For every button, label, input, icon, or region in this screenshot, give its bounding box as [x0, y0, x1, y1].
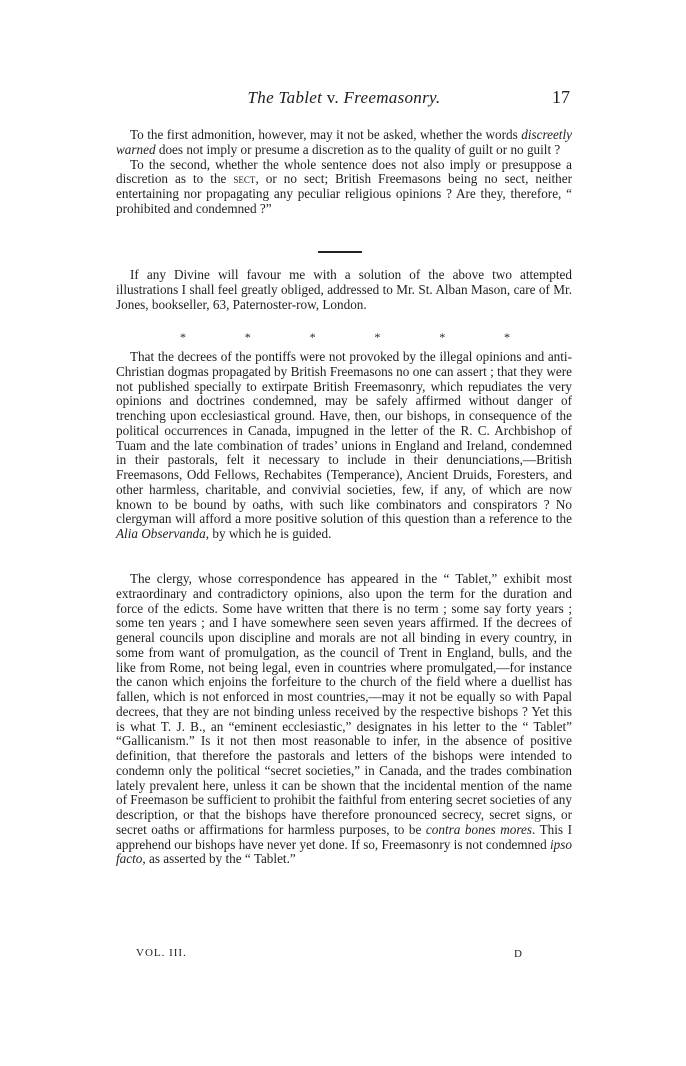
- section-divider: [318, 251, 362, 253]
- running-header: [116, 88, 572, 110]
- paragraph-decrees: [116, 350, 572, 542]
- asterisk: *: [503, 330, 510, 344]
- smallcaps-run: sect: [233, 171, 256, 187]
- running-title: [116, 88, 572, 108]
- signature-mark: D: [514, 948, 522, 960]
- asterisk: *: [244, 330, 251, 344]
- paragraph-clergy: [116, 572, 572, 867]
- asterism-row: [180, 330, 510, 345]
- italic-run: Alia Observanda: [116, 526, 206, 541]
- page-number: 17: [552, 87, 570, 107]
- text-run: , or no sect; British Freemasons being no sect, neither entertaining nor propagating any peculiar religious opinions ? Are they, therefore, “ prohibited and condemned ?”: [116, 171, 573, 216]
- section-decrees: [116, 350, 572, 542]
- section-clergy: [116, 572, 572, 867]
- running-title-freemasonry: Freemasonry.: [343, 88, 441, 107]
- italic-run: contra bones mores: [425, 821, 532, 837]
- section-request: [116, 268, 572, 312]
- asterisk: *: [309, 330, 316, 344]
- asterisk: *: [180, 330, 186, 344]
- text-run: The clergy, whose correspondence has appeared in the “ Tablet,” exhibit most extraordinary and contradictory opinions, also upon the term for the duration and force of the edicts. Some have written that there is no term ; some say forty years ; some ten years ; and I have somewhere seen seven years affirmed. If the decrees of general councils upon discipline and morals are not all binding in every country, in some from want of promulgation, as the council of Trent in England, bulls, and the like from Rome, not being legal, even in countries where promulgated,—for instance the canon which enjoins the forfeiture to the church of the field where a duellist has fallen, which is not enforced in most countries,—may it not be equally so with Papal decrees, that they are not binding unless received by the respective bishops ? Yet this is what T. J. B., an “eminent ecclesiastic,” designates in his letter to the “ Tablet” “Gallicanism.” Is it not then most reasonable to infer, in the absence of positive definition, that therefore the pastorals and letters of the bishops were intended to condemn only the political “secret societies,” in Canada, and the trades combination lately prevalent here, unless it can be shown that the incidental mention of the name of Freemason be sufficient to prohibit the faithful from entering secret societies of any description, or that the bishops have therefore pronounced secrecy, secret signs, or secret oaths or affirmations for harmless purposes, to be: [116, 571, 572, 837]
- running-title-v: v.: [322, 88, 344, 107]
- volume-footer: VOL. III.: [136, 947, 187, 959]
- text-run: To the second, whether the whole sentence does not also imply or presuppose a discretion as to the: [116, 156, 572, 187]
- running-title-tablet: The Tablet: [247, 88, 323, 107]
- text-run: To the first admonition, however, may it not be asked, whether the words: [130, 127, 522, 142]
- italic-run: ipso facto: [116, 836, 572, 867]
- paragraph-second-admonition: [116, 158, 572, 217]
- text-run: . This I apprehend our bishops have never yet done. If so, Freemasonry is not condemned: [116, 821, 572, 852]
- italic-run: discreetly warned: [116, 127, 572, 157]
- asterisk: *: [439, 330, 446, 344]
- asterisk: *: [374, 330, 381, 344]
- text-run: , as asserted by the “ Tablet.”: [142, 851, 296, 867]
- paragraph-first-admonition: [116, 128, 572, 158]
- text-run: That the decrees of the pontiffs were not provoked by the illegal opinions and anti-Christian dogmas propagated by British Freemasons no one can assert ; that they were not published specially to extirpate British Freemasonry, which repudiates the very opinions and doctrines condemned, may be safely affirmed without danger of trenching upon ecclesiastical ground. Have, then, our bishops, in consequence of the political occurrences in Canada, impugned in the letter of the R. C. Archbishop of Tuam and the late combination of trades’ unions in England and Ireland, condemned in their pastorals, felt it necessary to include in their denunciations,—British Freemasons, Odd Fellows, Rechabites (Temperance), Ancient Druids, Foresters, and other harmless, charitable, and convivial societies, few, if any, of which are now known to be bound by oaths, with such like combinators and conspirators ? No clergyman will afford a more positive solution of this question than a reference to the: [116, 349, 572, 527]
- text-run: , by which he is guided.: [205, 526, 332, 541]
- paragraph-request: If any Divine will favour me with a solution of the above two attempted illustrations I shall feel greatly obliged, addressed to Mr. St. Alban Mason, care of Mr. Jones, bookseller, 63, Paternoster-row, London.: [116, 267, 572, 312]
- section-admonitions: [116, 128, 572, 217]
- text-run: does not imply or presume a discretion as to the quality of guilt or no guilt ?: [155, 141, 561, 157]
